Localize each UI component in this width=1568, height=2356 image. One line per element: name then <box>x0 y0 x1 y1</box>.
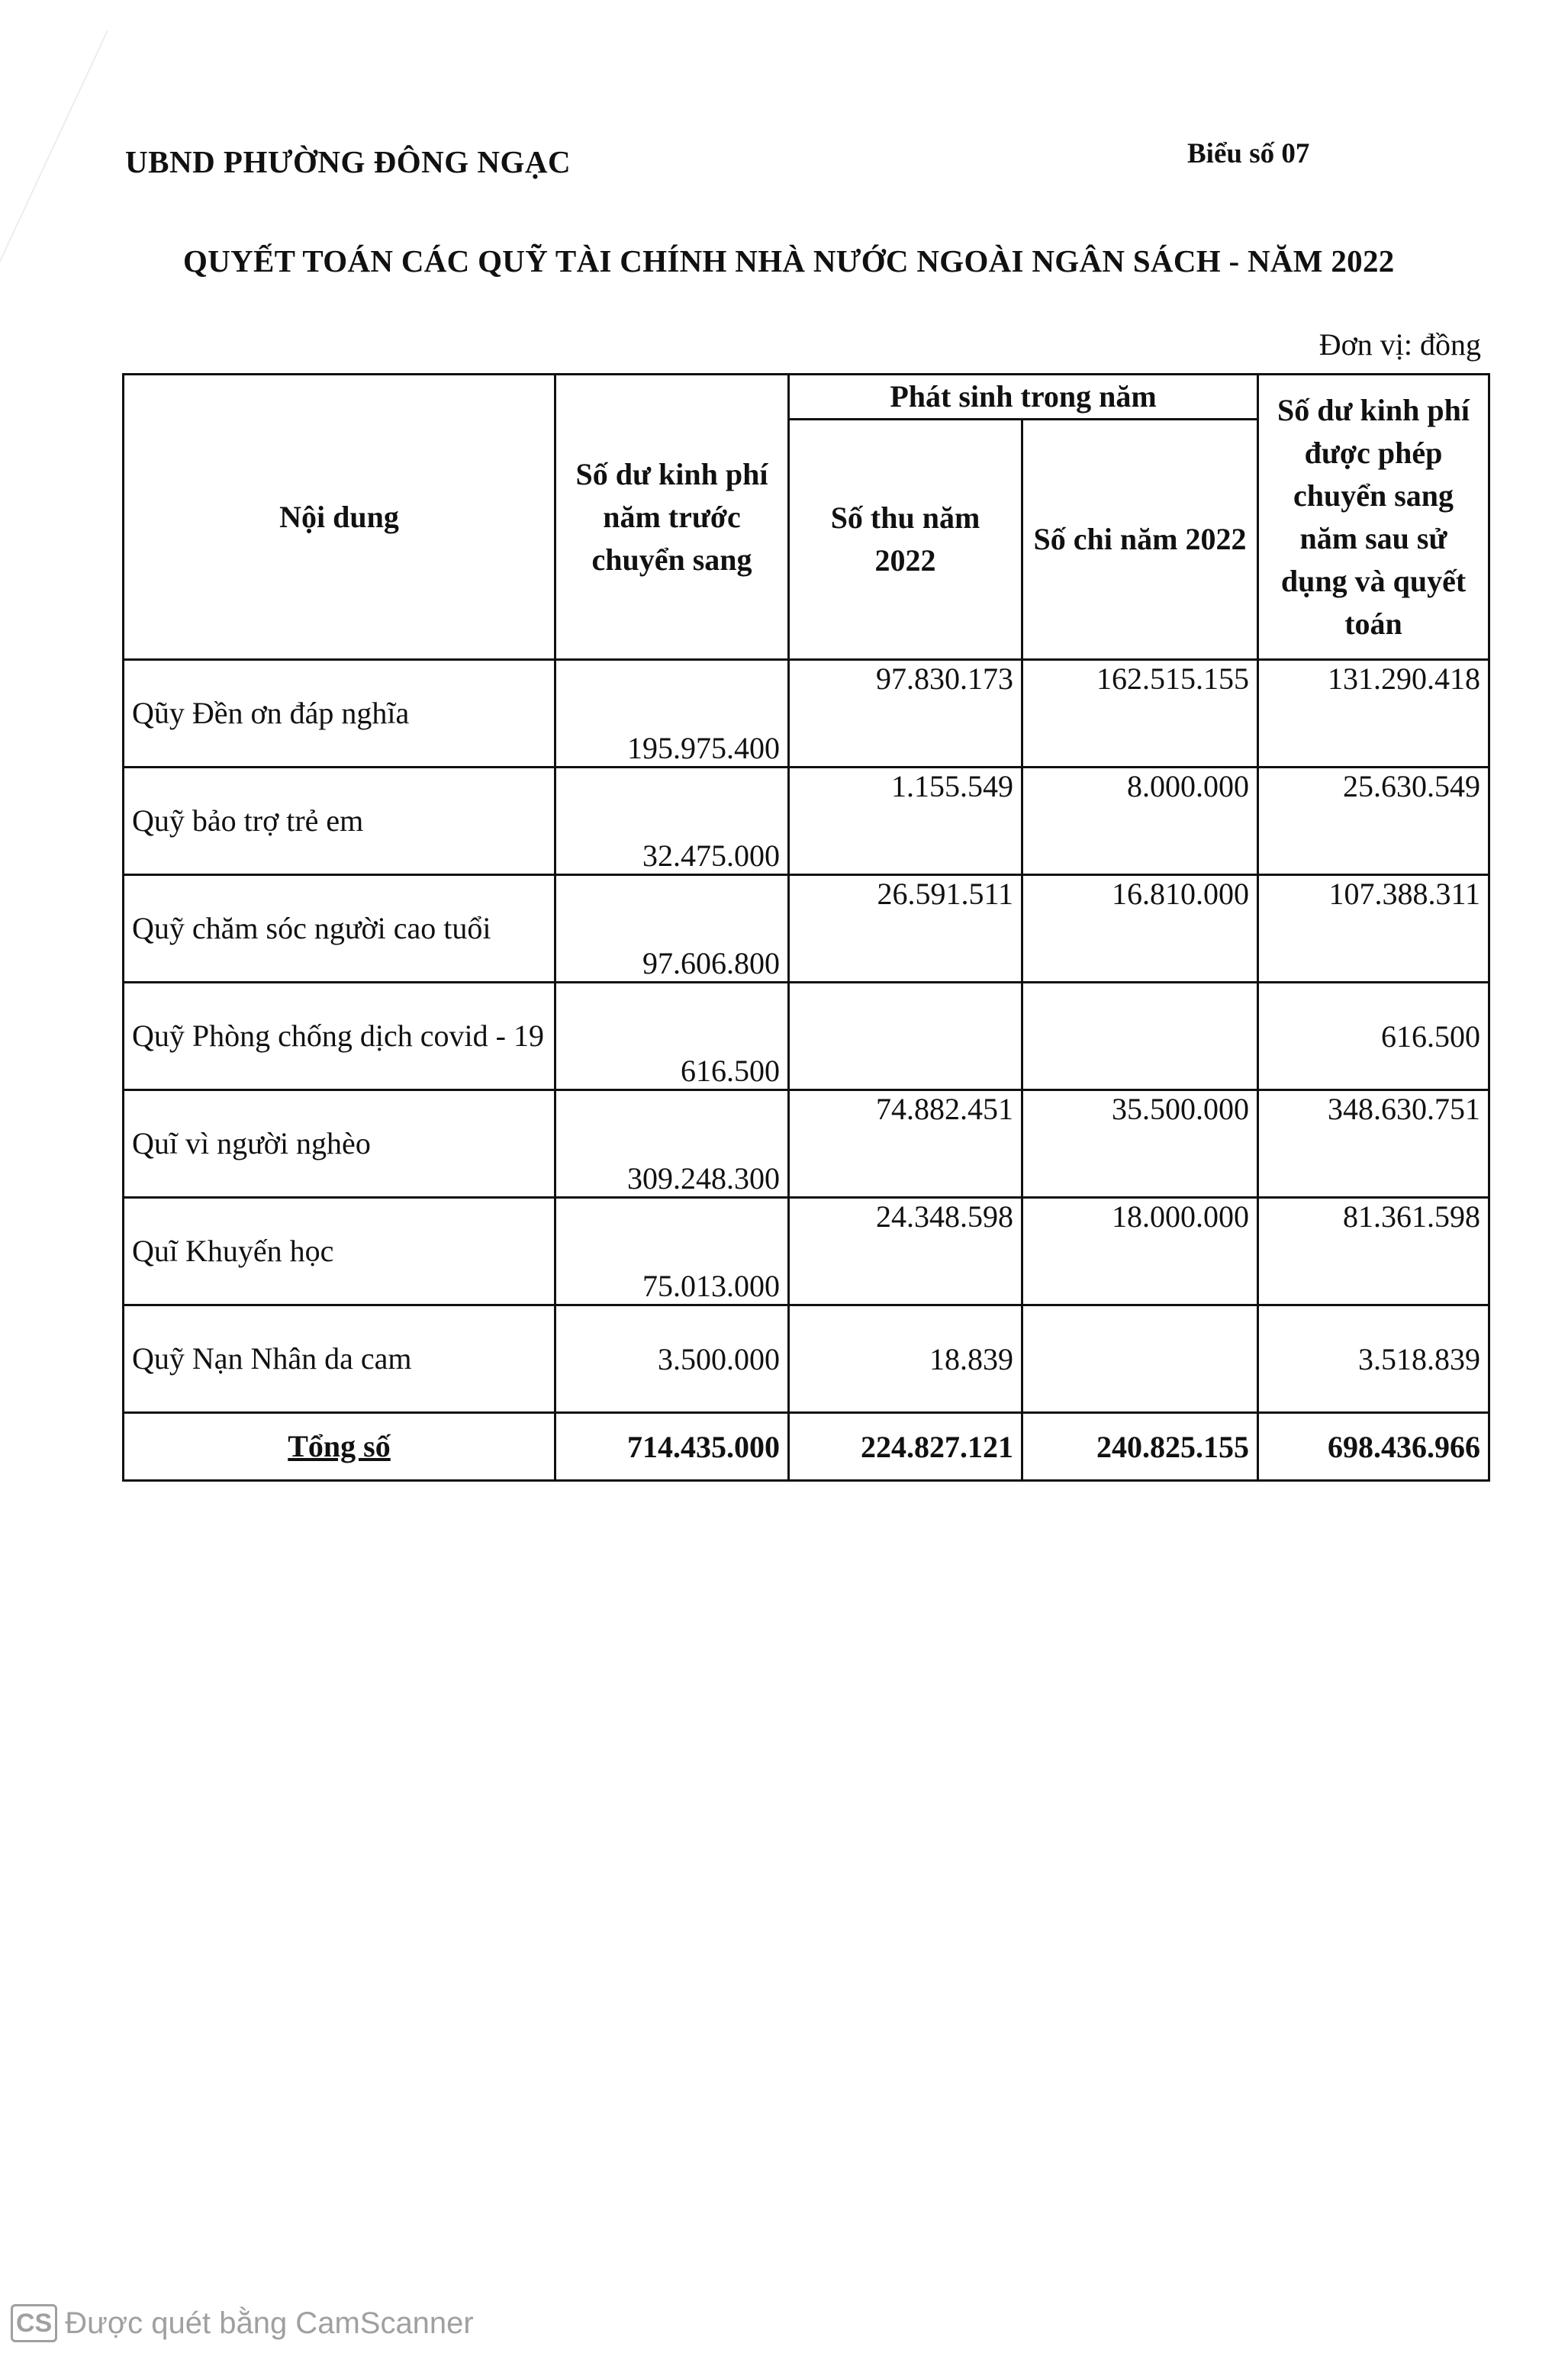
table-row <box>124 660 1489 768</box>
row-name: Quỹ bảo trợ trẻ em <box>124 768 555 875</box>
organization-name: UBND PHƯỜNG ĐÔNG NGẠC <box>125 144 571 179</box>
row-expense: 18.000.000 <box>1022 1198 1258 1305</box>
header-prev-balance: Số dư kinh phí năm trước chuyển sang <box>555 375 789 660</box>
row-revenue: 24.348.598 <box>789 1198 1022 1305</box>
row-expense <box>1022 983 1258 1090</box>
scanner-watermark <box>11 2304 474 2342</box>
row-carry-forward: 348.630.751 <box>1258 1090 1489 1198</box>
row-carry-forward: 131.290.418 <box>1258 660 1489 768</box>
row-carry-forward: 616.500 <box>1258 983 1489 1090</box>
total-carry-forward: 698.436.966 <box>1258 1413 1489 1481</box>
row-expense: 8.000.000 <box>1022 768 1258 875</box>
total-label: Tổng số <box>124 1413 555 1481</box>
row-expense <box>1022 1305 1258 1413</box>
row-revenue: 74.882.451 <box>789 1090 1022 1198</box>
table-row <box>124 983 1489 1090</box>
row-revenue: 26.591.511 <box>789 875 1022 983</box>
row-prev-balance: 3.500.000 <box>555 1305 789 1413</box>
header-carry-forward: Số dư kinh phí được phép chuyển sang năm sau sử dụng và quyết toán <box>1258 375 1489 660</box>
row-prev-balance: 195.975.400 <box>555 660 789 768</box>
row-revenue <box>789 983 1022 1090</box>
row-prev-balance: 75.013.000 <box>555 1198 789 1305</box>
total-prev-balance: 714.435.000 <box>555 1413 789 1481</box>
total-revenue: 224.827.121 <box>789 1413 1022 1481</box>
row-revenue: 18.839 <box>789 1305 1022 1413</box>
total-row <box>124 1413 1489 1481</box>
row-carry-forward: 81.361.598 <box>1258 1198 1489 1305</box>
total-expense: 240.825.155 <box>1022 1413 1258 1481</box>
currency-unit: Đơn vị: đồng <box>1318 327 1481 362</box>
document-title: QUYẾT TOÁN CÁC QUỸ TÀI CHÍNH NHÀ NƯỚC NGOÀI NGÂN SÁCH - NĂM 2022 <box>183 243 1395 278</box>
row-expense: 162.515.155 <box>1022 660 1258 768</box>
table-row <box>124 1198 1489 1305</box>
table-row <box>124 1305 1489 1413</box>
row-prev-balance: 616.500 <box>555 983 789 1090</box>
row-carry-forward: 3.518.839 <box>1258 1305 1489 1413</box>
table-row <box>124 1090 1489 1198</box>
header-expense: Số chi năm 2022 <box>1022 420 1258 660</box>
row-expense: 16.810.000 <box>1022 875 1258 983</box>
table-row <box>124 875 1489 983</box>
row-prev-balance: 309.248.300 <box>555 1090 789 1198</box>
fund-settlement-table <box>122 373 1490 1482</box>
header-revenue: Số thu năm 2022 <box>789 420 1022 660</box>
row-name: Quỹ Nạn Nhân da cam <box>124 1305 555 1413</box>
row-revenue: 1.155.549 <box>789 768 1022 875</box>
scanner-watermark-text: Được quét bằng CamScanner <box>65 2306 474 2340</box>
row-name: Quỹ Phòng chống dịch covid - 19 <box>124 983 555 1090</box>
row-name: Quỹ chăm sóc người cao tuổi <box>124 875 555 983</box>
row-prev-balance: 97.606.800 <box>555 875 789 983</box>
header-in-year-group: Phát sinh trong năm <box>789 375 1258 420</box>
row-name: Qũy Đền ơn đáp nghĩa <box>124 660 555 768</box>
row-prev-balance: 32.475.000 <box>555 768 789 875</box>
row-carry-forward: 25.630.549 <box>1258 768 1489 875</box>
scan-edge-decoration <box>0 31 108 290</box>
row-expense: 35.500.000 <box>1022 1090 1258 1198</box>
camscanner-logo-icon: CS <box>11 2304 57 2342</box>
form-number: Biểu số 07 <box>1187 138 1310 169</box>
row-revenue: 97.830.173 <box>789 660 1022 768</box>
row-name: Quĩ Khuyến học <box>124 1198 555 1305</box>
header-content: Nội dung <box>124 375 555 660</box>
row-carry-forward: 107.388.311 <box>1258 875 1489 983</box>
table-row <box>124 768 1489 875</box>
row-name: Quĩ vì người nghèo <box>124 1090 555 1198</box>
